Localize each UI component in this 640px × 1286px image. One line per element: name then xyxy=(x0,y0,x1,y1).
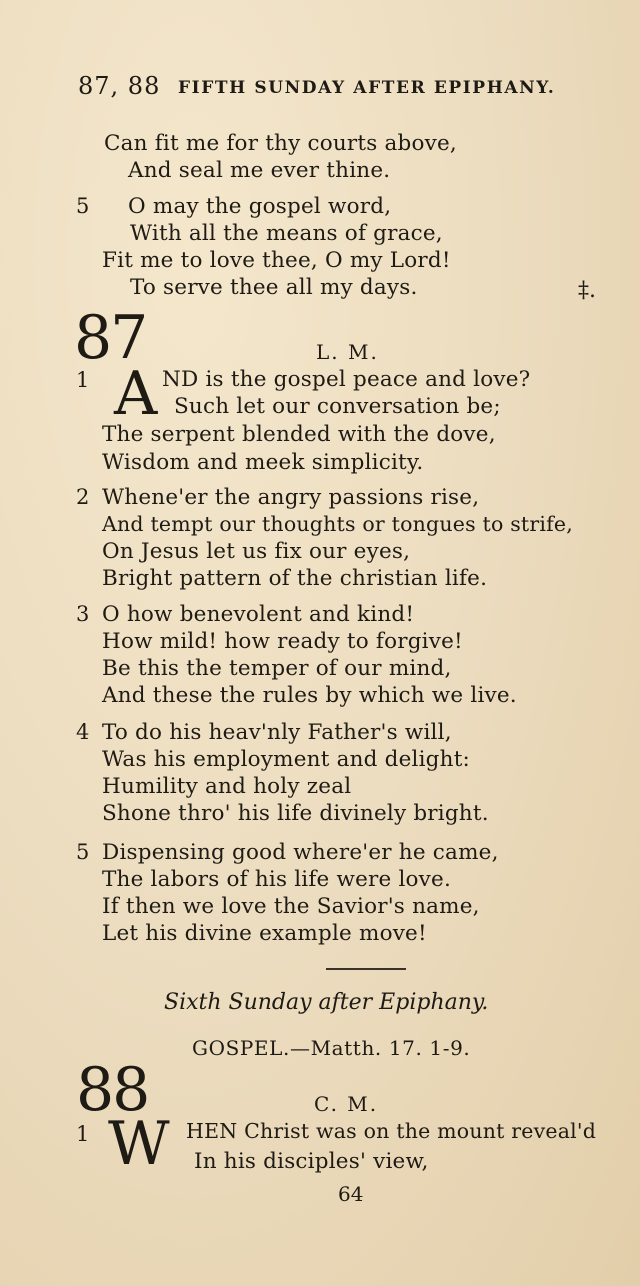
hymn-line: If then we love the Savior's name, xyxy=(102,894,480,919)
hymn-line: Whene'er the angry passions rise, xyxy=(102,485,480,510)
gospel-reference: GOSPEL.—Matth. 17. 1-9. xyxy=(192,1036,471,1060)
hymn-line: Can fit me for thy courts above, xyxy=(104,131,457,156)
hymn-line: HEN Christ was on the mount reveal'd xyxy=(186,1119,597,1143)
hymn-line: Fit me to love thee, O my Lord! xyxy=(102,248,451,273)
hymn-line: And tempt our thoughts or tongues to strife, xyxy=(102,512,573,536)
hymn-number: 87 xyxy=(74,303,147,373)
double-dagger-mark: ‡. xyxy=(578,278,596,303)
hymn-line: Humility and holy zeal xyxy=(102,774,352,799)
section-title: Sixth Sunday after Epiphany. xyxy=(164,990,489,1015)
verse-number: 1 xyxy=(76,1122,90,1146)
hymn-line: Was his employment and delight: xyxy=(102,747,470,772)
hymn-line: On Jesus let us fix our eyes, xyxy=(102,539,411,564)
hymn-line: Be this the temper of our mind, xyxy=(102,656,452,681)
hymn-line: Shone thro' his life divinely bright. xyxy=(102,801,489,826)
hymn-line: Let his divine example move! xyxy=(102,921,427,946)
hymn-line: And these the rules by which we live. xyxy=(102,683,517,708)
hymn-line: In his disciples' view, xyxy=(194,1149,429,1174)
hymn-line: Dispensing good where'er he came, xyxy=(102,840,499,865)
drop-cap: W xyxy=(108,1109,170,1179)
verse-number: 1 xyxy=(76,368,90,392)
hymn-line: O how benevolent and kind! xyxy=(102,602,415,627)
hymn-meter: L. M. xyxy=(316,340,379,364)
hymn-line: The serpent blended with the dove, xyxy=(102,422,496,447)
hymn-line: Such let our conversation be; xyxy=(174,394,501,419)
hymn-line: Bright pattern of the christian life. xyxy=(102,566,488,591)
hymn-line: O may the gospel word, xyxy=(128,194,392,219)
section-divider xyxy=(326,968,406,970)
hymn-line: With all the means of grace, xyxy=(130,221,443,246)
hymn-line: Wisdom and meek simplicity. xyxy=(102,450,424,475)
drop-cap: A xyxy=(114,359,158,429)
page-header-title: FIFTH SUNDAY AFTER EPIPHANY. xyxy=(178,78,556,98)
hymn-line: The labors of his life were love. xyxy=(102,867,451,892)
hymn-meter: C. M. xyxy=(314,1092,379,1116)
hymn-line: To serve thee all my days. xyxy=(130,275,418,300)
hymn-line: How mild! how ready to forgive! xyxy=(102,629,463,654)
hymn-number: 88 xyxy=(76,1055,149,1125)
hymn-line: To do his heav'nly Father's will, xyxy=(102,720,452,745)
verse-number: 5 xyxy=(76,840,90,864)
page-header-numbers: 87, 88 xyxy=(78,72,161,100)
hymn-line: ND is the gospel peace and love? xyxy=(162,367,531,392)
hymn-line: And seal me ever thine. xyxy=(128,158,391,183)
verse-number: 5 xyxy=(76,194,90,218)
verse-number: 2 xyxy=(76,485,90,509)
verse-number: 4 xyxy=(76,720,90,744)
page-number: 64 xyxy=(338,1182,364,1206)
verse-number: 3 xyxy=(76,602,90,626)
